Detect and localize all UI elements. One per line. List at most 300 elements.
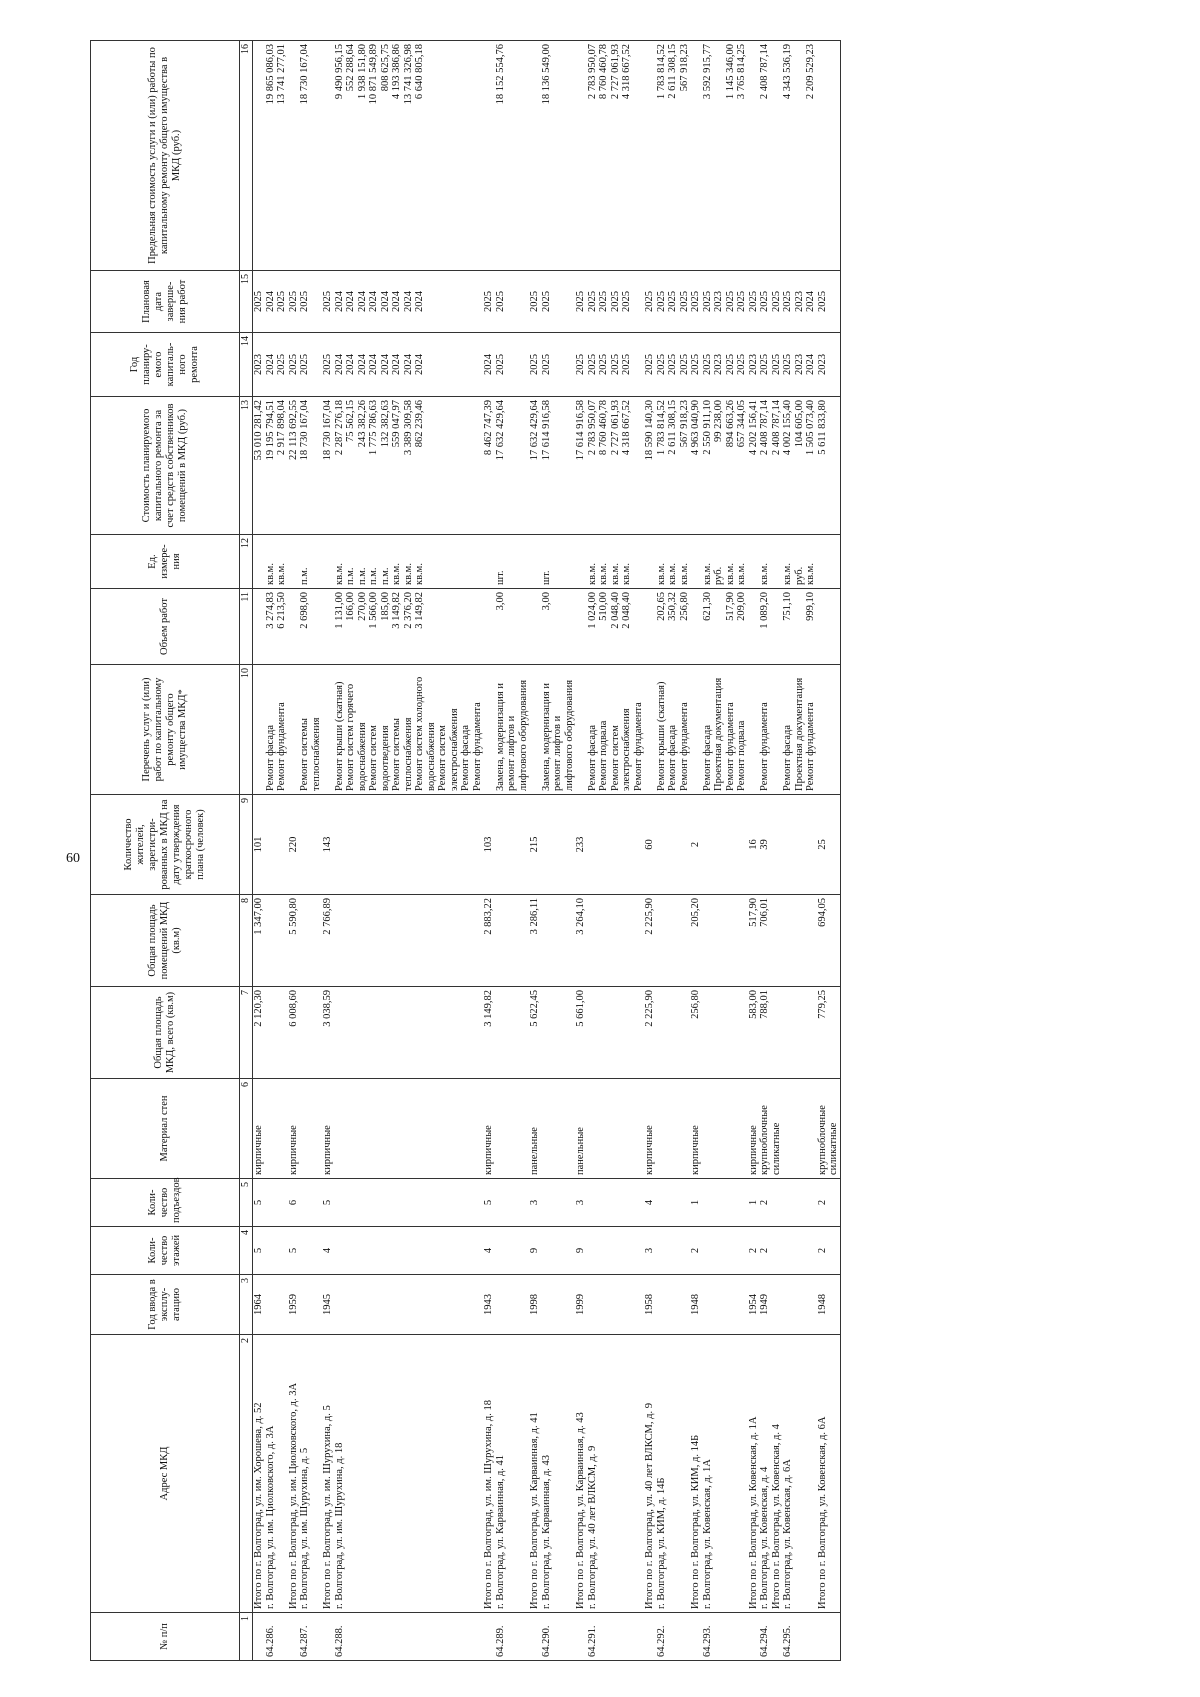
- cell-line: 2 376,20: [402, 592, 414, 629]
- cell-col-3: 1949: [759, 1275, 782, 1335]
- cell-line: Итого по г. Волгоград, ул. Карваинная, д. 43: [575, 1412, 586, 1609]
- cell-col-3: 1948: [690, 1275, 702, 1335]
- cell-col-8: 5 590,80: [288, 895, 300, 987]
- cell-col-4: 5: [253, 1227, 265, 1275]
- table-row: [587, 41, 645, 1661]
- cell-col-4: 2: [759, 1227, 782, 1275]
- cell-col-3: 1943: [483, 1275, 495, 1335]
- cell-col-11: [575, 589, 587, 665]
- cell-col-15: [782, 271, 817, 333]
- cell-line: Ремонт фундамента: [805, 702, 816, 791]
- cell-line: 2025: [690, 354, 701, 375]
- cell-line: панельные: [529, 1127, 540, 1175]
- cell-col-16: [759, 41, 782, 271]
- cell-col-2: [288, 1335, 300, 1613]
- cell-line: руб.: [793, 566, 805, 585]
- cell-col-1: [817, 1613, 841, 1661]
- cell-line: кв.м.: [655, 563, 667, 585]
- cell-col-12: [529, 535, 541, 589]
- cell-line: 2025: [644, 354, 655, 375]
- column-number-15: 15: [240, 271, 253, 333]
- cell-col-5: 1: [690, 1179, 702, 1227]
- cell-col-11: [587, 589, 645, 665]
- cell-col-6: [656, 1079, 691, 1179]
- cell-col-7: [702, 987, 748, 1079]
- cell-col-4: [782, 1227, 817, 1275]
- cell-col-1: 64.293.: [702, 1613, 748, 1661]
- cell-col-15: [288, 271, 300, 333]
- cell-line: 2024: [333, 291, 345, 312]
- cell-col-12: [656, 535, 691, 589]
- cell-line: 18 136 549,00: [540, 44, 552, 105]
- cell-line: 2 917 898,04: [276, 400, 287, 456]
- cell-line: Ремонт подвала: [598, 720, 609, 791]
- cell-line: 2025: [483, 291, 494, 312]
- cell-col-11: [702, 589, 748, 665]
- cell-col-8: 2 883,22: [483, 895, 495, 987]
- cell-col-1: 64.287.: [299, 1613, 322, 1661]
- cell-line: 3 389 309,58: [402, 400, 414, 456]
- cell-line: Ремонт подвала: [736, 720, 747, 791]
- cell-col-16: [817, 41, 841, 271]
- table-row: [541, 41, 576, 1661]
- cell-line: 2025: [494, 354, 506, 375]
- column-header-4: Коли-чество этажей: [91, 1227, 240, 1275]
- cell-col-15: [587, 271, 645, 333]
- table-row: [782, 41, 817, 1661]
- cell-col-6: [759, 1079, 782, 1179]
- cell-col-12: [288, 535, 300, 589]
- cell-line: [713, 44, 725, 267]
- cell-line: 751,10: [782, 592, 793, 621]
- cell-col-11: [541, 589, 576, 665]
- cell-line: 2024: [805, 291, 816, 312]
- cell-col-7: 6 008,60: [288, 987, 300, 1079]
- cell-col-4: [656, 1227, 691, 1275]
- cell-line: Ремонт фундамента: [678, 702, 690, 791]
- cell-line: 2025: [655, 354, 667, 375]
- cell-col-15: [253, 271, 265, 333]
- cell-col-11: [483, 589, 495, 665]
- cell-col-7: [656, 987, 691, 1079]
- cell-col-5: 5: [483, 1179, 495, 1227]
- cell-col-5: 4: [644, 1179, 656, 1227]
- cell-col-11: [656, 589, 691, 665]
- cell-col-7: 788,01: [759, 987, 782, 1079]
- cell-col-7: 3 149,82: [483, 987, 495, 1079]
- cell-col-2: [529, 1335, 541, 1613]
- cell-line: 17 614 916,58: [575, 400, 586, 461]
- cell-col-12: [299, 535, 322, 589]
- cell-line: 2 698,00: [299, 592, 310, 629]
- table-row: [702, 41, 748, 1661]
- cell-line: 2025: [540, 354, 552, 375]
- cell-line: 132 382,63: [379, 400, 391, 448]
- cell-col-2: [644, 1335, 656, 1613]
- cell-col-8: 2 225,90: [644, 895, 656, 987]
- cell-line: 10 871 549,89: [368, 44, 379, 105]
- cell-col-3: 1945: [322, 1275, 334, 1335]
- cell-line: 2 048,40: [609, 592, 621, 629]
- cell-col-5: [541, 1179, 576, 1227]
- cell-line: 2024: [368, 291, 379, 312]
- column-number-14: 14: [240, 333, 253, 397]
- cell-col-1: [575, 1613, 587, 1661]
- table-row: [322, 41, 334, 1661]
- cell-col-14: [288, 333, 300, 397]
- cell-line: кирпичные: [253, 1125, 264, 1175]
- cell-line: 18 152 554,76: [494, 44, 506, 105]
- column-header-13: Стоимость планируемого капитального ремонта за счет средств собственников помещений в МКД (руб.): [91, 397, 240, 535]
- cell-col-1: [644, 1613, 656, 1661]
- cell-col-2: [759, 1335, 782, 1613]
- cell-col-13: [334, 397, 484, 535]
- cell-line: панельные: [575, 1127, 586, 1175]
- cell-col-2: [334, 1335, 484, 1613]
- cell-col-12: [587, 535, 645, 589]
- cell-col-2: [817, 1335, 841, 1613]
- column-number-2: 2: [240, 1335, 253, 1613]
- cell-line: 2023: [713, 354, 724, 375]
- cell-line: Итого по г. Волгоград, ул. Ковенская, д. 4: [770, 1424, 782, 1609]
- cell-col-4: [587, 1227, 645, 1275]
- cell-col-7: 583,00: [748, 987, 760, 1079]
- cell-col-15: [575, 271, 587, 333]
- cell-col-2: [299, 1335, 322, 1613]
- cell-col-9: [495, 795, 530, 895]
- cell-line: 4 193 386,86: [391, 44, 402, 100]
- cell-line: кв.м.: [782, 563, 793, 585]
- table-row: [299, 41, 322, 1661]
- cell-line: 185,00: [379, 592, 391, 621]
- cell-col-13: [529, 397, 541, 535]
- cell-line: 2025: [621, 291, 632, 312]
- cell-line: 2025: [759, 354, 770, 375]
- cell-line: 2025: [322, 291, 333, 312]
- cell-line: кирпичные: [644, 1125, 655, 1175]
- cell-col-11: [265, 589, 288, 665]
- cell-col-5: 2: [759, 1179, 782, 1227]
- cell-line: 2025: [782, 291, 793, 312]
- cell-line: 1 566,00: [368, 592, 379, 629]
- cell-col-5: [265, 1179, 288, 1227]
- cell-col-9: [334, 795, 484, 895]
- cell-line: 2024: [356, 291, 368, 312]
- cell-col-6: [575, 1079, 587, 1179]
- cell-col-5: [702, 1179, 748, 1227]
- cell-col-14: [253, 333, 265, 397]
- cell-col-4: [299, 1227, 322, 1275]
- cell-line: Ремонт систем электроснабжения: [609, 708, 632, 791]
- cell-line: Ремонт крыши (скатная): [333, 681, 345, 791]
- cell-col-7: 2 120,30: [253, 987, 265, 1079]
- cell-col-8: 517,90: [748, 895, 760, 987]
- cell-line: 2024: [264, 354, 276, 375]
- cell-line: 1 131,00: [333, 592, 345, 629]
- cell-col-9: 39: [759, 795, 782, 895]
- cell-line: 3 274,83: [264, 592, 276, 629]
- cell-col-12: [322, 535, 334, 589]
- cell-col-8: 706,01: [759, 895, 782, 987]
- cell-line: п.м.: [299, 567, 310, 585]
- cell-line: Ремонт фасада: [701, 724, 713, 791]
- cell-line: 2025: [299, 354, 310, 375]
- cell-line: 256,80: [678, 592, 690, 621]
- cell-line: 2025: [678, 354, 690, 375]
- cell-col-4: 9: [529, 1227, 541, 1275]
- cell-line: 2025: [494, 291, 506, 312]
- cell-col-6: [483, 1079, 495, 1179]
- cell-line: кирпичные: [322, 1125, 333, 1175]
- cell-col-14: [495, 333, 530, 397]
- cell-line: 3 149,82: [391, 592, 402, 629]
- cell-col-16: [656, 41, 691, 271]
- cell-line: Ремонт систем электроснабжения: [437, 708, 460, 791]
- cell-line: 2023: [793, 291, 805, 312]
- cell-line: кв.м.: [598, 563, 609, 585]
- cell-line: 3,00: [540, 592, 552, 611]
- cell-col-4: 2: [748, 1227, 760, 1275]
- cell-col-10: [334, 665, 484, 795]
- cell-line: 2024: [356, 354, 368, 375]
- cell-line: 1 505 073,40: [805, 400, 816, 456]
- cell-col-11: [748, 589, 760, 665]
- cell-col-5: [334, 1179, 484, 1227]
- cell-col-13: [483, 397, 495, 535]
- cell-line: 2025: [655, 291, 667, 312]
- cell-line: 2025: [770, 354, 782, 375]
- cell-col-12: [575, 535, 587, 589]
- cell-col-12: [748, 535, 760, 589]
- cell-line: 53 010 281,42: [253, 400, 264, 461]
- cell-line: Ремонт систем горячего водоснабжения: [345, 683, 368, 791]
- cell-col-10: [759, 665, 782, 795]
- cell-line: 2 727 061,93: [609, 400, 621, 456]
- cell-line: кирпичные: [287, 1125, 299, 1175]
- cell-col-16: [782, 41, 817, 271]
- cell-col-8: [334, 895, 484, 987]
- cell-line: кв.м.: [621, 563, 632, 585]
- cell-line: 2025: [287, 291, 299, 312]
- cell-col-9: [656, 795, 691, 895]
- cell-col-11: [334, 589, 484, 665]
- cell-col-14: [299, 333, 322, 397]
- cell-col-8: 1 347,00: [253, 895, 265, 987]
- column-header-12: Ед. измере-ния: [91, 535, 240, 589]
- cell-line: 808 625,75: [379, 44, 391, 92]
- cell-line: 2024: [333, 354, 345, 375]
- cell-line: 2025: [678, 291, 690, 312]
- cell-line: 2025: [816, 291, 828, 312]
- cell-line: кв.м.: [414, 563, 425, 585]
- cell-col-5: 3: [529, 1179, 541, 1227]
- cell-line: 18 590 140,30: [644, 400, 655, 461]
- cell-line: Ремонт фундамента: [759, 702, 770, 791]
- cell-line: 2025: [667, 291, 678, 312]
- cell-line: крупноблочные: [816, 1105, 828, 1175]
- cell-line: 99 238,00: [713, 400, 724, 442]
- cell-col-13: [322, 397, 334, 535]
- cell-line: 2 550 911,10: [701, 400, 713, 455]
- cell-line: п.м.: [379, 567, 391, 585]
- cell-col-11: [817, 589, 841, 665]
- cell-col-3: [782, 1275, 817, 1335]
- cell-line: 19 865 086,03: [264, 44, 276, 105]
- cell-col-14: [748, 333, 760, 397]
- cell-col-5: [299, 1179, 322, 1227]
- cell-col-11: [322, 589, 334, 665]
- cell-line: 104 605,00: [793, 400, 805, 448]
- cell-col-5: 5: [253, 1179, 265, 1227]
- cell-line: кв.м.: [678, 563, 690, 585]
- cell-col-7: [541, 987, 576, 1079]
- cell-col-2: [702, 1335, 748, 1613]
- cell-col-10: [817, 665, 841, 795]
- cell-col-3: 1959: [288, 1275, 300, 1335]
- cell-line: 3 592 915,77: [701, 44, 713, 100]
- cell-line: 2025: [701, 354, 713, 375]
- cell-col-6: [322, 1079, 334, 1179]
- column-number-8: 8: [240, 895, 253, 987]
- cell-line: 2024: [805, 354, 816, 375]
- cell-line: 2024: [368, 354, 379, 375]
- cell-col-6: [782, 1079, 817, 1179]
- cell-col-16: [702, 41, 748, 271]
- cell-line: 2023: [713, 291, 724, 312]
- cell-col-5: [656, 1179, 691, 1227]
- table-row: [575, 41, 587, 1661]
- cell-line: Ремонт систем холодного водоснабжения: [414, 676, 437, 791]
- cell-line: 18 730 167,04: [299, 44, 310, 105]
- cell-line: 2025: [609, 354, 621, 375]
- cell-col-7: 5 661,00: [575, 987, 587, 1079]
- cell-col-13: [253, 397, 265, 535]
- cell-col-15: [299, 271, 322, 333]
- cell-col-13: [265, 397, 288, 535]
- cell-line: Итого по г. Волгоград, ул. 40 лет ВЛКСМ, д. 9: [644, 1403, 655, 1609]
- cell-line: 2025: [690, 291, 701, 312]
- cell-col-10: [253, 665, 265, 795]
- cell-col-3: [265, 1275, 288, 1335]
- cell-line: 2025: [736, 354, 747, 375]
- cell-col-16: [288, 41, 300, 271]
- cell-col-4: 4: [483, 1227, 495, 1275]
- cell-col-9: [299, 795, 322, 895]
- cell-line: Ремонт фундамента: [276, 702, 287, 791]
- cell-col-14: [644, 333, 656, 397]
- cell-col-2: [483, 1335, 495, 1613]
- cell-line: 2 611 308,15: [667, 400, 678, 455]
- cell-line: 2 783 950,07: [586, 44, 598, 100]
- cell-line: 4 002 155,40: [782, 400, 793, 456]
- cell-col-8: [782, 895, 817, 987]
- cell-col-1: 64.295.: [782, 1613, 817, 1661]
- cell-col-15: [483, 271, 495, 333]
- cell-line: г. Волгоград, ул. 40 лет ВЛКСМ, д. 9: [586, 1445, 598, 1609]
- cell-line: 1 145 346,00: [724, 44, 736, 100]
- cell-line: 2024: [391, 354, 402, 375]
- cell-col-6: [299, 1079, 322, 1179]
- cell-line: 2 727 061,93: [609, 44, 621, 100]
- rotated-table-container: [90, 41, 1110, 1661]
- cell-col-11: [759, 589, 782, 665]
- cell-col-11: [782, 589, 817, 665]
- column-header-15: Плановая дата заверше-ния работ: [91, 271, 240, 333]
- cell-col-16: [334, 41, 484, 271]
- cell-line: Проектная документация: [793, 677, 805, 791]
- table-row: [483, 41, 495, 1661]
- cell-line: 202,65: [655, 592, 667, 621]
- cell-col-4: [495, 1227, 530, 1275]
- cell-col-4: [334, 1227, 484, 1275]
- cell-col-7: [265, 987, 288, 1079]
- cell-line: 6 640 805,18: [414, 44, 425, 100]
- cell-line: Итого по г. Волгоград, ул. Карваинная, д. 41: [529, 1412, 540, 1609]
- cell-line: г. Волгоград, ул. Ковенская, д. 4: [759, 1466, 770, 1609]
- cell-line: 75 562,15: [345, 400, 356, 442]
- cell-line: 999,10: [805, 592, 816, 621]
- cell-line: г. Волгоград, ул. им. Шурухина, д. 5: [299, 1447, 310, 1609]
- cell-col-8: [656, 895, 691, 987]
- cell-line: 2 209 529,23: [805, 44, 816, 100]
- cell-line: 567 918,23: [678, 400, 690, 448]
- cell-col-9: [702, 795, 748, 895]
- table-row: [334, 41, 484, 1661]
- cell-col-10: [529, 665, 541, 795]
- cell-line: кв.м.: [701, 563, 713, 585]
- cell-col-16: [299, 41, 322, 271]
- cell-col-13: [690, 397, 702, 535]
- cell-col-16: [253, 41, 265, 271]
- cell-col-3: [334, 1275, 484, 1335]
- cell-col-12: [541, 535, 576, 589]
- cell-col-15: [334, 271, 484, 333]
- cell-line: 2025: [529, 291, 540, 312]
- column-number-9: 9: [240, 795, 253, 895]
- cell-line: 2024: [483, 354, 494, 375]
- column-header-2: Адрес МКД: [91, 1335, 240, 1613]
- cell-line: 13 741 277,01: [276, 44, 287, 105]
- cell-col-7: [782, 987, 817, 1079]
- cell-col-1: 64.291.: [587, 1613, 645, 1661]
- cell-col-9: 103: [483, 795, 495, 895]
- cell-line: 2 408 787,14: [759, 44, 770, 100]
- cell-line: Замена, модернизация и ремонт лифтов и лифтового оборудования: [540, 679, 575, 791]
- cell-line: 8 462 747,39: [483, 400, 494, 456]
- cell-line: Ремонт систем водоотведения: [368, 725, 391, 791]
- cell-line: 2025: [621, 354, 632, 375]
- cell-line: 862 239,46: [414, 400, 425, 448]
- cell-col-3: 1954: [748, 1275, 760, 1335]
- cell-line: 2023: [253, 354, 264, 375]
- cell-line: Ремонт фундамента: [724, 702, 736, 791]
- cell-line: 1 089,20: [759, 592, 770, 629]
- cell-col-9: 233: [575, 795, 587, 895]
- cell-col-9: 101: [253, 795, 265, 895]
- cell-line: 2025: [586, 354, 598, 375]
- cell-line: кирпичные: [483, 1125, 494, 1175]
- cell-col-6: [748, 1079, 760, 1179]
- cell-line: 2025: [759, 291, 770, 312]
- cell-col-10: [782, 665, 817, 795]
- cell-col-10: [587, 665, 645, 795]
- cell-col-1: [288, 1613, 300, 1661]
- cell-line: кирпичные: [690, 1125, 701, 1175]
- cell-col-5: 6: [288, 1179, 300, 1227]
- cell-col-6: [529, 1079, 541, 1179]
- column-header-6: Материал стен: [91, 1079, 240, 1179]
- cell-col-14: [483, 333, 495, 397]
